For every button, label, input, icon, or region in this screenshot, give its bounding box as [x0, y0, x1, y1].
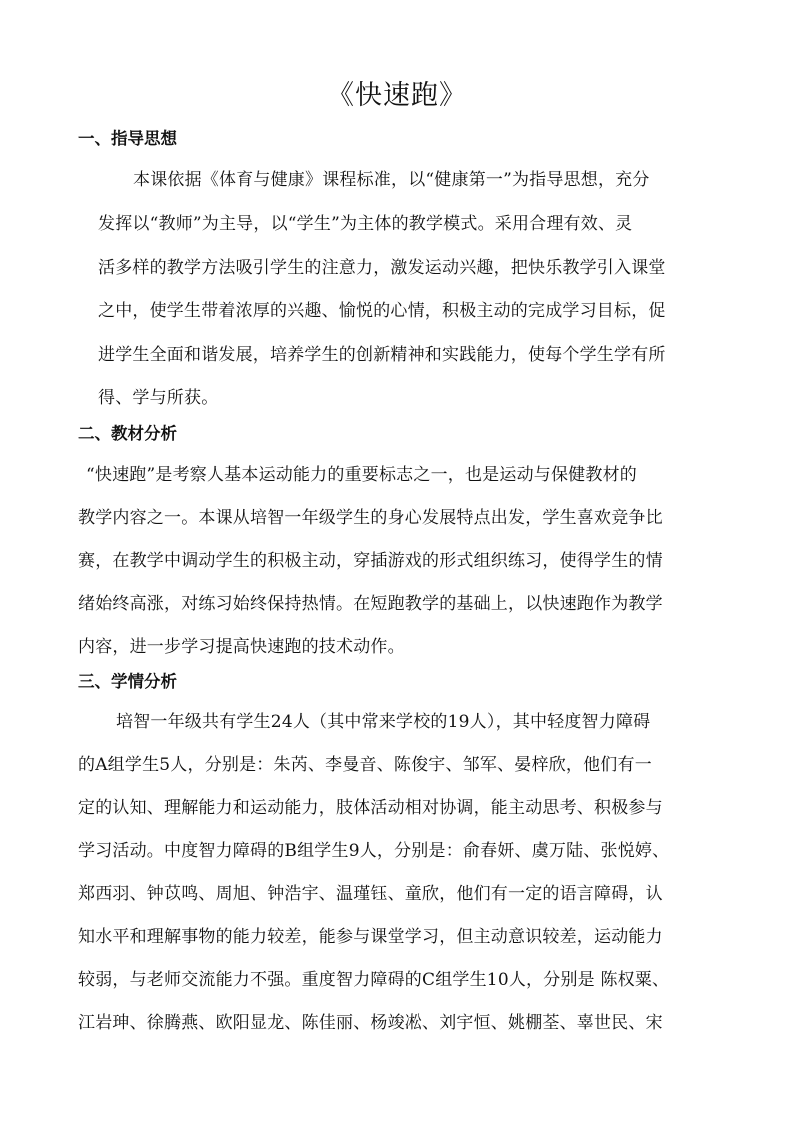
paragraph-line: 的A组学生5人，分别是：朱芮、李曼音、陈俊宇、邹军、晏梓欣，他们有一: [78, 755, 652, 775]
paragraph-line: 之中，使学生带着浓厚的兴趣、愉悦的心情，积极主动的完成学习目标，促: [98, 301, 666, 321]
paragraph-line: 定的认知、理解能力和运动能力，肢体活动相对协调，能主动思考、积极参与: [78, 798, 663, 818]
paragraph-line: “快速跑”是考察人基本运动能力的重要标志之一，也是运动与保健教材的: [86, 465, 637, 485]
paragraph-line: 得、学与所获。: [98, 388, 219, 408]
document-title: 《快速跑》: [327, 80, 467, 111]
paragraph-line: 绪始终高涨，对练习始终保持热情。在短跑教学的基础上，以快速跑作为教学: [78, 594, 663, 614]
paragraph-line: 教学内容之一。本课从培智一年级学生的身心发展特点出发，学生喜欢竞争比: [78, 508, 663, 528]
paragraph-line: 郑西羽、钟苡鸣、周旭、钟浩宇、温瑾钰、童欣，他们有一定的语言障碍，认: [78, 884, 663, 904]
paragraph-line: 进学生全面和谐发展，培养学生的创新精神和实践能力，使每个学生学有所: [98, 345, 666, 365]
paragraph-line: 本课依据《体育与健康》课程标准，以“健康第一”为指导思想，充分: [133, 170, 650, 190]
paragraph-line: 内容，进一步学习提高快速跑的技术动作。: [78, 637, 405, 657]
section-heading-material-analysis: 二、教材分析: [78, 424, 177, 443]
paragraph-line: 培智一年级共有学生24人（其中常来学校的19人），其中轻度智力障碍: [116, 712, 651, 732]
paragraph-line: 学习活动。中度智力障碍的B组学生9人，分别是：俞春妍、虞万陆、张悦婷、: [78, 841, 670, 861]
paragraph-line: 江岩珅、徐腾燕、欧阳显龙、陈佳丽、杨竣凇、刘宇恒、姚棚荃、辜世民、宋: [78, 1013, 663, 1033]
paragraph-line: 发挥以“教师”为主导，以“学生”为主体的教学模式。采用合理有效、灵: [98, 214, 633, 234]
section-heading-student-analysis: 三、学情分析: [78, 672, 177, 691]
paragraph-line: 较弱，与老师交流能力不强。重度智力障碍的C组学生10人，分别是 陈权粟、: [78, 970, 670, 990]
paragraph-line: 活多样的教学方法吸引学生的注意力，激发运动兴趣，把快乐教学引入课堂: [98, 258, 666, 278]
paragraph-line: 知水平和理解事物的能力较差，能参与课堂学习，但主动意识较差，运动能力: [78, 927, 663, 947]
section-heading-guiding-ideology: 一、指导思想: [78, 129, 177, 148]
paragraph-line: 赛，在教学中调动学生的积极主动，穿插游戏的形式组织练习，使得学生的情: [78, 551, 663, 571]
